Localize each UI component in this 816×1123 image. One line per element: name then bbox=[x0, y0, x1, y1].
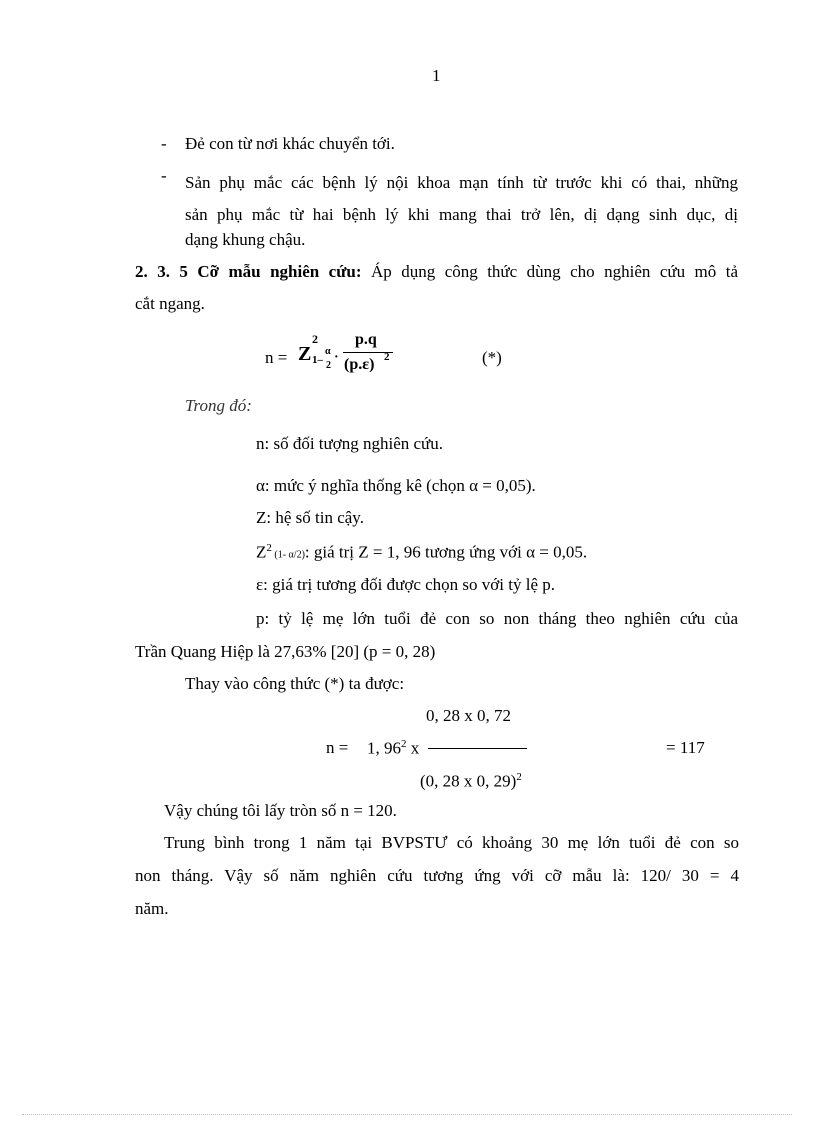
calc-coef-value: 1, 96 bbox=[367, 738, 401, 758]
calc-coef-sup: 2 bbox=[401, 738, 407, 750]
section-intro-line2: cắt ngang. bbox=[135, 294, 205, 313]
calc-numerator: 0, 28 x 0, 72 bbox=[426, 706, 511, 725]
definition-z: Z: hệ số tin cậy. bbox=[256, 508, 364, 527]
z2-sub: (1- α/2) bbox=[271, 549, 305, 561]
formula-dot: · bbox=[334, 350, 339, 365]
calc-times: x bbox=[406, 738, 420, 758]
formula-numerator: p.q bbox=[355, 331, 377, 348]
formula-label: (*) bbox=[482, 348, 502, 367]
section-intro bbox=[135, 262, 738, 282]
definition-p: p: tỷ lệ mẹ lớn tuổi đẻ con so non tháng theo nghiên cứu của bbox=[256, 609, 738, 628]
bullet-text-line: Sản phụ mắc các bệnh lý nội khoa mạn tính từ trước khi có thai, những bbox=[185, 173, 738, 192]
section-intro-text: Áp dụng công thức dùng cho nghiên cứu mô tả bbox=[361, 262, 738, 281]
rounding-text: Vậy chúng tôi lấy tròn số n = 120. bbox=[164, 801, 397, 820]
z2-sup: 2 bbox=[266, 542, 272, 554]
calc-den-value: (0, 28 x 0, 29) bbox=[420, 771, 517, 791]
definition-epsilon: ε: giá trị tương đối được chọn so với tỷ lệ p. bbox=[256, 575, 556, 594]
bullet-marker: - bbox=[161, 134, 167, 153]
conclusion-line: non tháng. Vậy số năm nghiên cứu tương ứng với cỡ mẫu là: 120/ 30 = 4 bbox=[135, 866, 739, 885]
calc-fraction-bar bbox=[428, 748, 527, 749]
z2-rest: : giá trị Z = 1, 96 tương ứng với α = 0,05. bbox=[304, 542, 588, 562]
calc-result: = 117 bbox=[666, 738, 705, 757]
formula-den-sup: 2 bbox=[384, 351, 390, 363]
bullet-text-line: dạng khung chậu. bbox=[185, 230, 306, 249]
formula-z-sub: 1– bbox=[312, 354, 323, 366]
formula-denominator: (p.ε) bbox=[344, 356, 375, 373]
definition-alpha: α: mức ý nghĩa thống kê (chọn α = 0,05). bbox=[256, 476, 536, 495]
section-heading: 2. 3. 5 Cỡ mẫu nghiên cứu: bbox=[135, 262, 362, 281]
formula-lhs: n = bbox=[265, 348, 288, 367]
formula-alpha: α bbox=[325, 346, 331, 357]
conclusion-line: năm. bbox=[135, 899, 169, 918]
calc-denominator bbox=[420, 771, 522, 792]
bullet-text-line: sản phụ mắc từ hai bệnh lý khi mang thai trở lên, dị dạng sinh dục, dị bbox=[185, 205, 738, 224]
bullet-marker: - bbox=[161, 166, 167, 185]
page-number: 1 bbox=[432, 66, 441, 85]
formula-z-sup: 2 bbox=[312, 332, 318, 346]
calc-coef bbox=[367, 738, 419, 759]
page-bottom-border bbox=[22, 1114, 792, 1115]
calc-den-sup: 2 bbox=[516, 771, 522, 783]
z2-symbol: Z bbox=[256, 542, 267, 562]
formula-two: 2 bbox=[326, 360, 331, 371]
formula-z: Z bbox=[298, 343, 312, 365]
definition-n: n: số đối tượng nghiên cứu. bbox=[256, 434, 444, 453]
definition-p-cont: Trần Quang Hiệp là 27,63% [20] (p = 0, 28) bbox=[135, 642, 436, 661]
calc-lhs: n = bbox=[326, 738, 349, 757]
substitute-text: Thay vào công thức (*) ta được: bbox=[185, 674, 405, 693]
where-label: Trong đó: bbox=[185, 396, 252, 415]
definition-z2 bbox=[256, 542, 587, 563]
bullet-text: Đẻ con từ nơi khác chuyển tới. bbox=[185, 134, 395, 153]
conclusion-line: Trung bình trong 1 năm tại BVPSTƯ có khoảng 30 mẹ lớn tuổi đẻ con so bbox=[164, 833, 739, 852]
